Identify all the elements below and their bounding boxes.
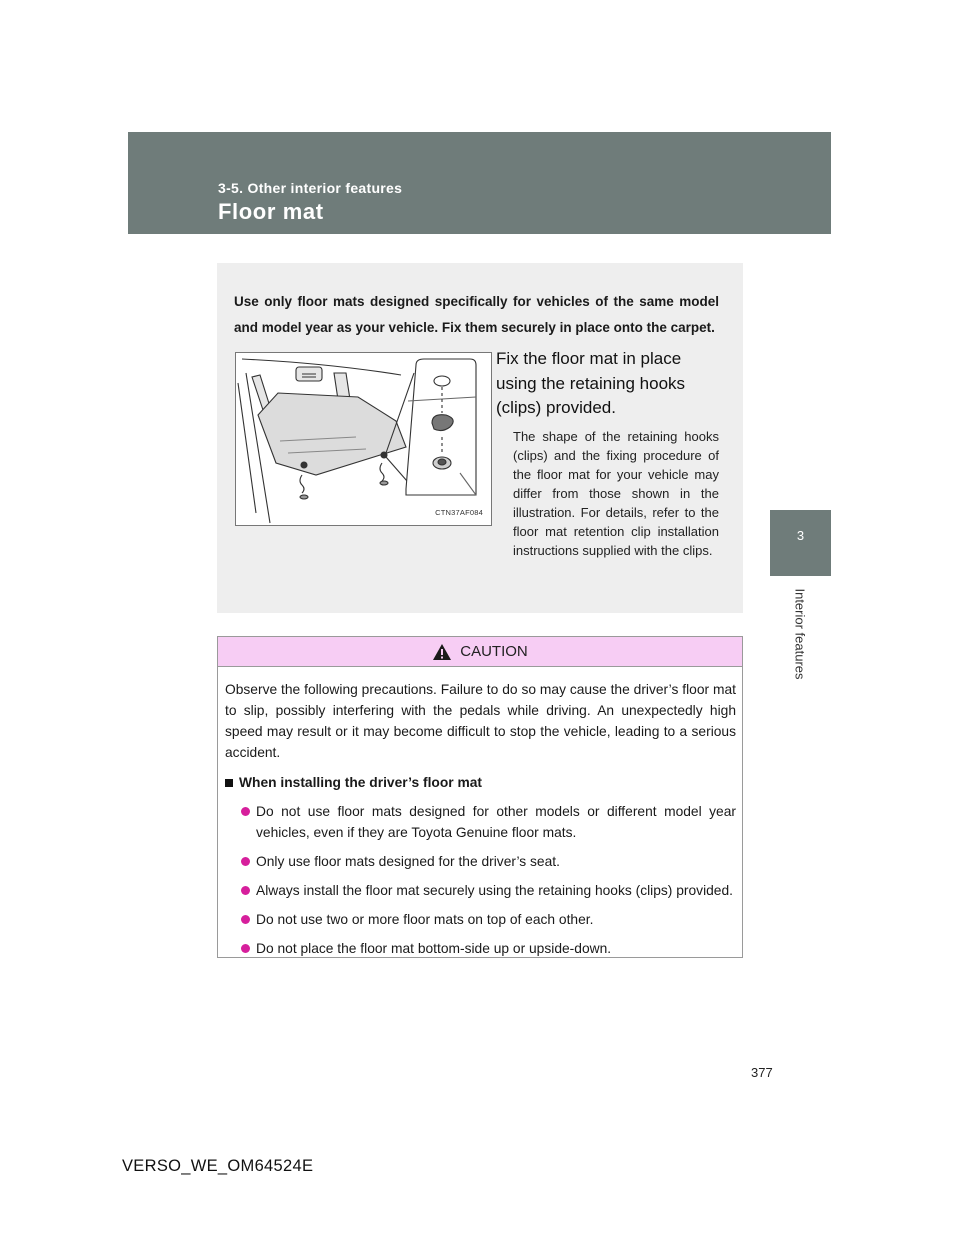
list-item (225, 880, 736, 901)
bullet-dot-icon (241, 886, 250, 895)
list-item-text: Do not place the floor mat bottom-side up or upside-down. (256, 941, 612, 956)
list-item (225, 851, 736, 872)
caution-body (218, 667, 742, 959)
caution-subheading-text: When installing the driver’s floor mat (239, 775, 483, 790)
intro-box (217, 263, 743, 613)
figure-code: CTN37AF084 (435, 508, 483, 517)
chapter-number: 3 (796, 528, 805, 543)
list-item-text: Do not use two or more floor mats on top of each other. (256, 912, 594, 927)
list-item (225, 938, 736, 959)
section-title: 3-5. Other interior features (218, 180, 403, 196)
floor-mat-illustration (235, 352, 492, 526)
caution-intro: Observe the following precautions. Failure to do so may cause the driver’s floor mat to slip, possibly interfering with the pedals while driving. An unexpectedly high speed may result or it may become difficult to stop the vehicle, leading to a serious accident. (225, 682, 736, 760)
floor-mat-drawing-icon (236, 353, 491, 525)
square-bullet-icon (225, 779, 233, 787)
list-item-text: Always install the floor mat securely using the retaining hooks (clips) provided. (256, 883, 733, 898)
caution-header (218, 637, 742, 667)
document-code: VERSO_WE_OM64524E (122, 1157, 314, 1175)
warning-triangle-icon (432, 643, 452, 661)
bullet-dot-icon (241, 944, 250, 953)
caution-subheading (225, 772, 736, 793)
intro-text: Use only floor mats designed specifically for vehicles of the same model and model year as your vehicle. Fix them securely in place onto the carpet. (234, 294, 719, 335)
page-number: 377 (751, 1065, 773, 1080)
bullet-dot-icon (241, 857, 250, 866)
list-item (225, 909, 736, 930)
list-item (225, 801, 736, 843)
caution-box (217, 636, 743, 958)
fix-instruction: Fix the floor mat in place using the retaining hooks (clips) provided. (496, 349, 686, 417)
page-title: Floor mat (218, 199, 324, 224)
caution-heading: CAUTION (460, 643, 528, 660)
page-header (128, 132, 831, 234)
list-item-text: Do not use floor mats designed for other models or different model year vehicles, even if they are Toyota Genuine floor mats. (256, 804, 736, 840)
illustration-note: The shape of the retaining hooks (clips) and the fixing procedure of the floor mat for your vehicle may differ from those shown in the illustration. For details, refer to the floor mat retention clip installation instructions supplied with the clips. (513, 429, 719, 558)
chapter-label-text: Interior features (792, 588, 808, 680)
chapter-tab (770, 510, 831, 576)
bullet-dot-icon (241, 915, 250, 924)
list-item-text: Only use floor mats designed for the driver’s seat. (256, 854, 560, 869)
bullet-dot-icon (241, 807, 250, 816)
chapter-label (782, 582, 818, 686)
